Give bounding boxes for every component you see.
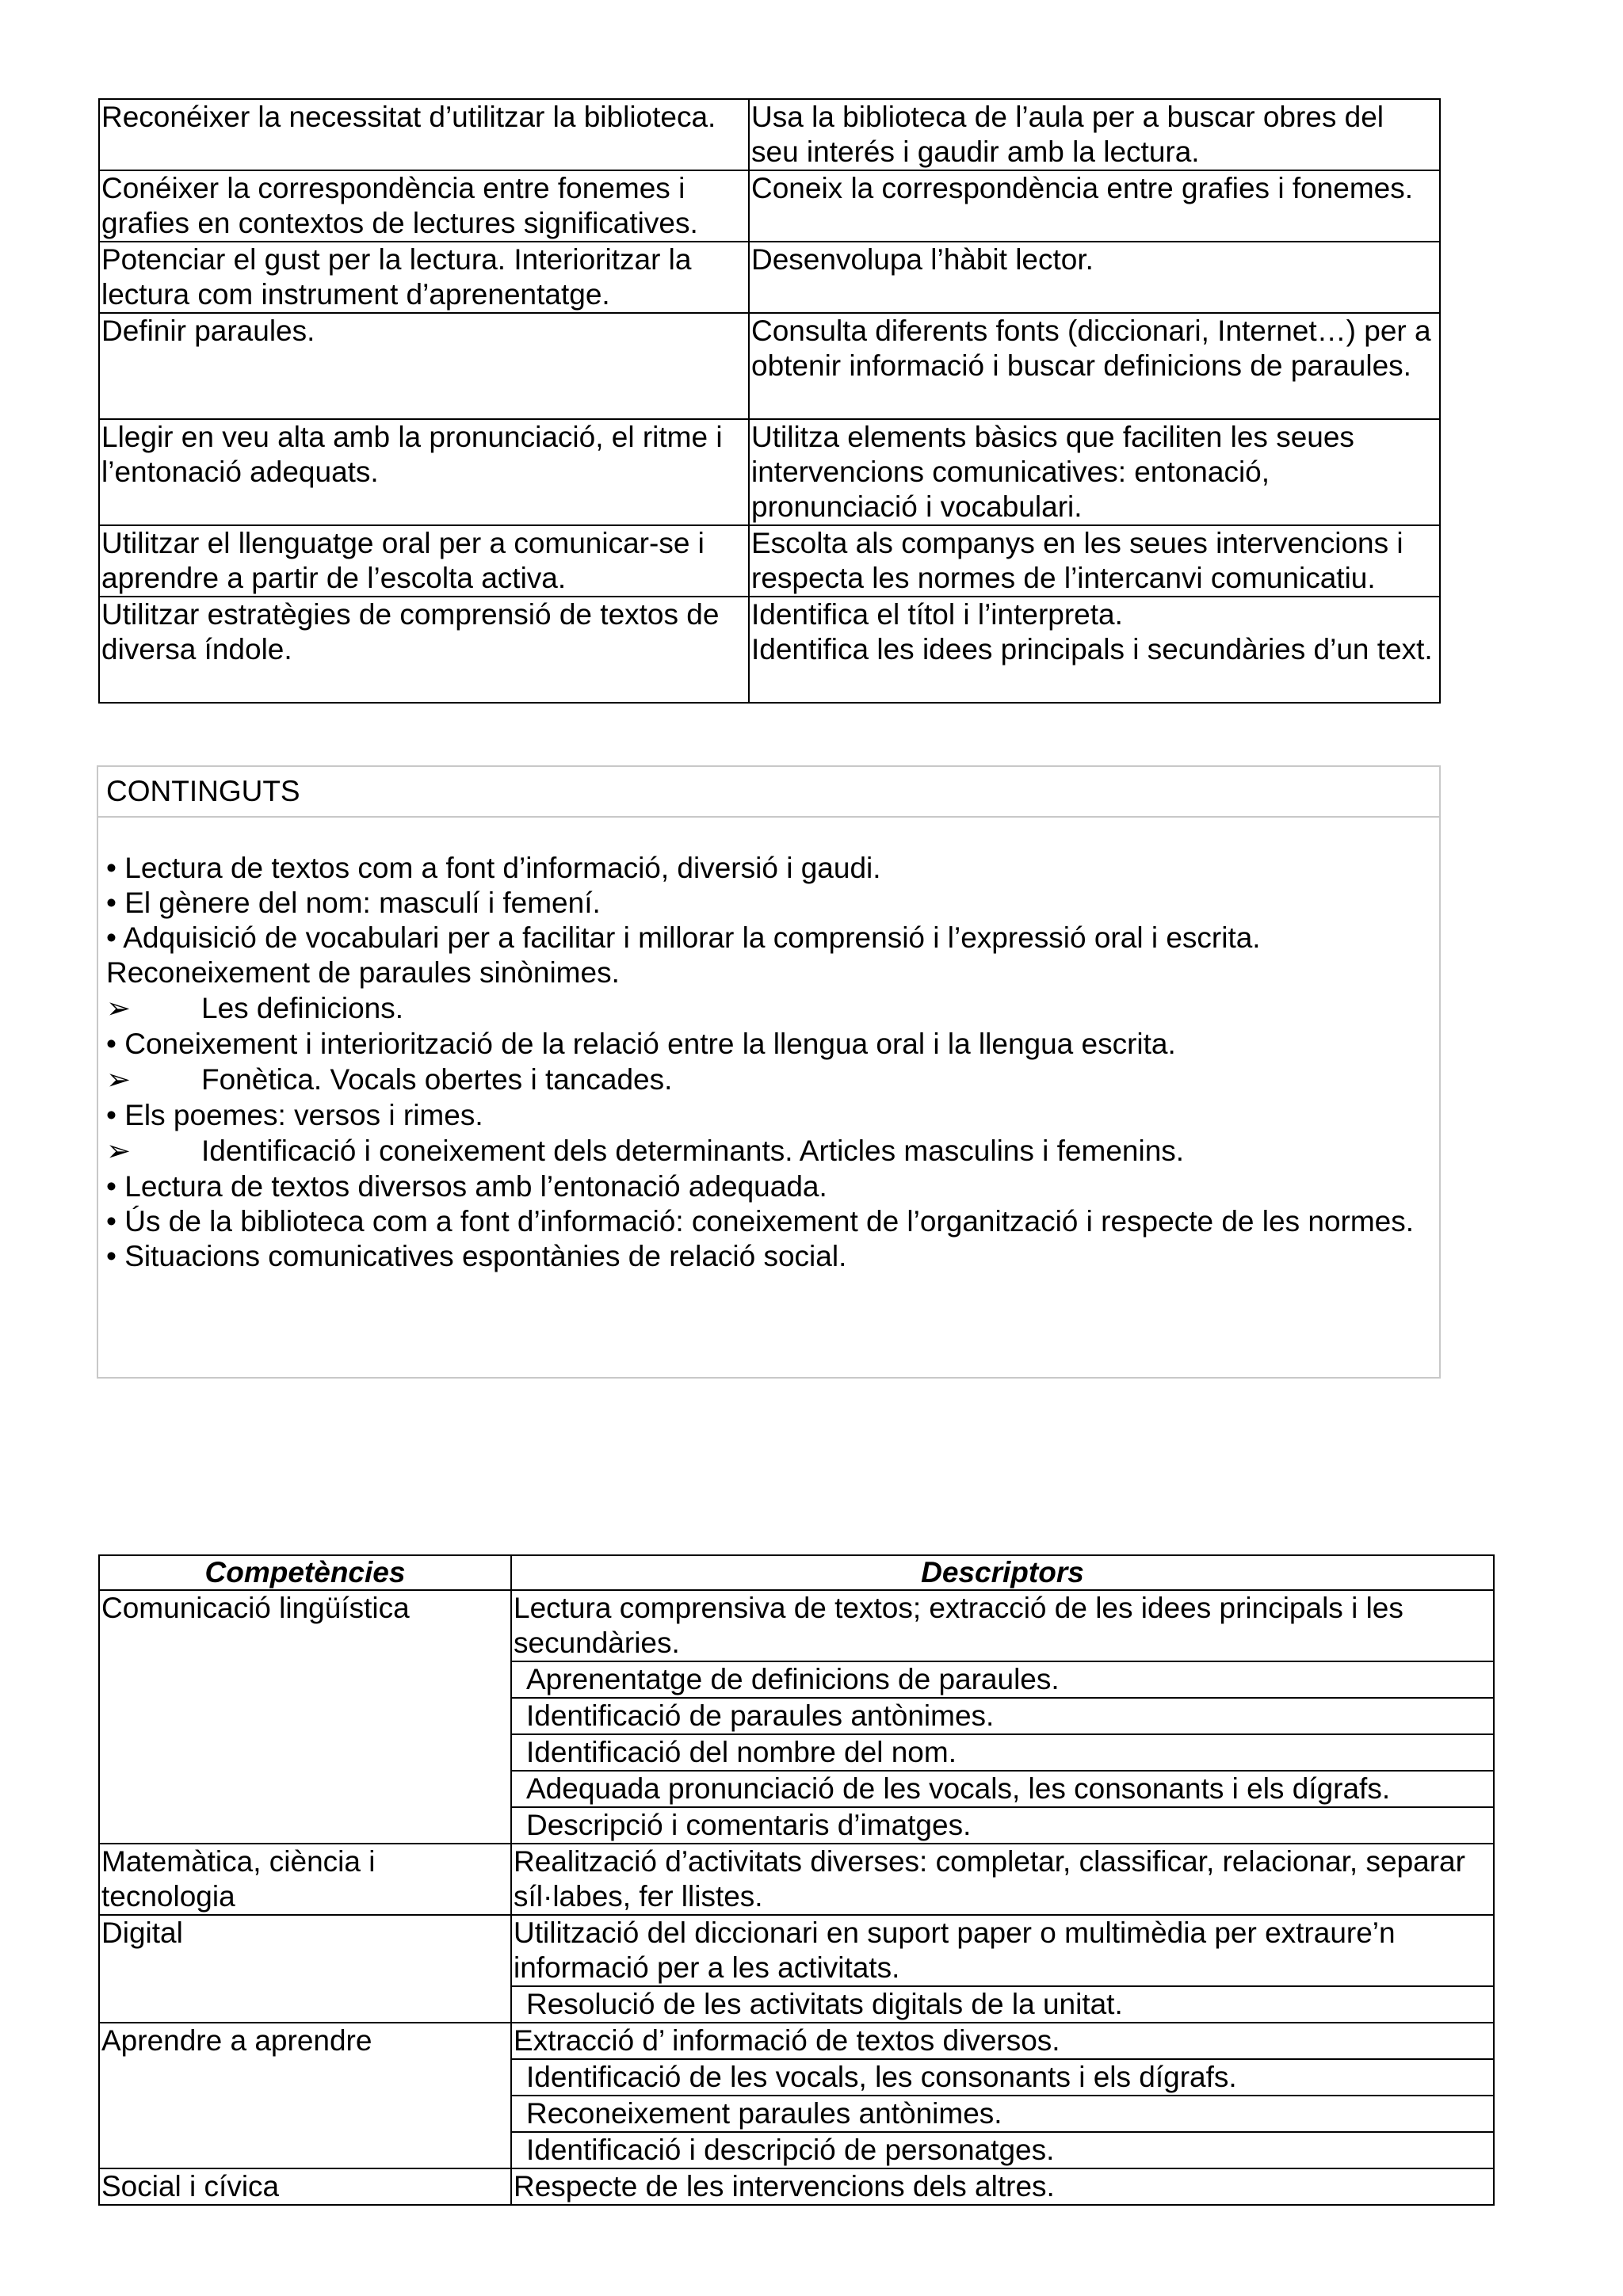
competences-table [98,1554,1495,2206]
list-item-text: Els poemes: versos i rimes. [124,1099,483,1131]
table-header-row [99,1555,1494,1590]
criterion-cell [749,597,1440,703]
table-row [99,597,1440,703]
criterion-cell: Coneix la correspondència entre grafies i fonemes. [749,170,1440,242]
objective-cell: Utilitzar estratègies de comprensió de textos de diversa índole. [99,597,749,703]
table-row [99,2023,1494,2059]
list-item [106,990,1431,1027]
list-item [106,1062,1431,1098]
list-item [106,1239,1431,1274]
table-row [99,525,1440,597]
arrow-bullet-icon: ➢ [106,1063,132,1096]
contents-title: CONTINGUTS [98,767,1439,818]
list-item-text: Adquisició de vocabulari per a facilitar i millorar la comprensió i l’expressió oral i escrita. [123,921,1261,954]
arrow-bullet-icon: ➢ [106,1135,132,1167]
objective-cell: Reconéixer la necessitat d’utilitzar la biblioteca. [99,99,749,170]
list-item-text: Lectura de textos com a font d’informació, diversió i gaudi. [124,852,881,884]
contents-box [97,765,1441,1379]
list-item-text: Coneixement i interiorització de la relació entre la llengua oral i la llengua escrita. [124,1028,1176,1060]
list-item [106,1133,1431,1169]
objective-cell: Utilitzar el llenguatge oral per a comunicar-se i aprendre a partir de l’escolta activa. [99,525,749,597]
list-item [106,886,1431,921]
table-row [99,313,1440,419]
list-item [106,921,1431,955]
objective-cell: Definir paraules. [99,313,749,419]
table-row [99,1844,1494,1915]
descriptor-cell: Respecte de les intervencions dels altres. [511,2168,1494,2205]
arrow-bullet-icon: ➢ [106,992,132,1024]
criterion-cell: Escolta als companys en les seues intervencions i respecta les normes de l’intercanvi comunicatiu. [749,525,1440,597]
competences-header: Competències [99,1555,511,1590]
list-item [106,1098,1431,1133]
objective-cell: Conéixer la correspondència entre fonemes i grafies en contextos de lectures significatives. [99,170,749,242]
criterion-cell: Desenvolupa l’hàbit lector. [749,242,1440,313]
competence-cell: Digital [99,1915,511,2023]
descriptor-cell: Resolució de les activitats digitals de la unitat. [511,1986,1494,2023]
objectives-table [98,98,1441,704]
bullet-marker: • [106,1170,116,1203]
list-item-text: Les definicions. [201,992,404,1024]
descriptor-cell: Identificació del nombre del nom. [511,1734,1494,1771]
bullet-marker: • [106,887,116,919]
competence-cell: Comunicació lingüística [99,1590,511,1844]
list-item-text: Fonètica. Vocals obertes i tancades. [201,1063,673,1096]
descriptor-cell: Utilització del diccionari en suport paper o multimèdia per extraure’n informació per a les activitats. [511,1915,1494,1986]
list-item-text: Ús de la biblioteca com a font d’informació: coneixement de l’organització i respecte de les normes. [124,1205,1415,1238]
bullet-marker: • [106,1205,116,1238]
bullet-marker: • [106,1028,116,1060]
list-item [106,955,1431,990]
descriptor-cell: Lectura comprensiva de textos; extracció de les idees principals i les secundàries. [511,1590,1494,1661]
descriptor-cell: Identificació de les vocals, les consonants i els dígrafs. [511,2059,1494,2096]
objective-cell: Llegir en veu alta amb la pronunciació, el ritme i l’entonació adequats. [99,419,749,525]
list-item [106,1169,1431,1204]
objective-cell: Potenciar el gust per la lectura. Interioritzar la lectura com instrument d’aprenentatge. [99,242,749,313]
bullet-marker: • [106,852,116,884]
table-row [99,242,1440,313]
descriptor-cell: Realització d’activitats diverses: completar, classificar, relacionar, separar síl·labes, fer llistes. [511,1844,1494,1915]
list-item-text: El gènere del nom: masculí i femení. [124,887,601,919]
bullet-marker: • [106,1240,116,1272]
table-row [99,99,1440,170]
descriptors-header: Descriptors [511,1555,1494,1590]
descriptor-cell: Aprenentatge de definicions de paraules. [511,1661,1494,1698]
criterion-cell: Consulta diferents fonts (diccionari, Internet…) per a obtenir informació i buscar definicions de paraules. [749,313,1440,419]
list-item [106,851,1431,886]
descriptor-cell: Identificació i descripció de personatges. [511,2132,1494,2168]
list-item [106,1027,1431,1062]
list-item [106,1204,1431,1239]
table-row [99,1590,1494,1661]
table-row [99,170,1440,242]
contents-list [98,818,1439,1274]
descriptor-cell: Identificació de paraules antònimes. [511,1698,1494,1734]
list-item-text: Reconeixement de paraules sinònimes. [106,956,620,989]
bullet-marker: • [106,1099,116,1131]
table-row [99,1915,1494,1986]
table-row [99,2168,1494,2205]
list-item-text: Identificació i coneixement dels determinants. Articles masculins i femenins. [201,1135,1185,1167]
list-item-text: Lectura de textos diversos amb l’entonació adequada. [124,1170,827,1203]
descriptor-cell: Reconeixement paraules antònimes. [511,2096,1494,2132]
bullet-marker: • [106,921,116,954]
competence-cell: Social i cívica [99,2168,511,2205]
descriptor-cell: Adequada pronunciació de les vocals, les consonants i els dígrafs. [511,1771,1494,1807]
table-row [99,419,1440,525]
competence-cell: Aprendre a aprendre [99,2023,511,2168]
descriptor-cell: Extracció d’ informació de textos diversos. [511,2023,1494,2059]
criterion-cell: Utilitza elements bàsics que faciliten les seues intervencions comunicatives: entonació, pronunciació i vocabulari. [749,419,1440,525]
criterion-cell: Usa la biblioteca de l’aula per a buscar obres del seu interés i gaudir amb la lectura. [749,99,1440,170]
criterion-line: Identifica les idees principals i secundàries d’un text. [751,633,1433,666]
list-item-text: Situacions comunicatives espontànies de relació social. [124,1240,847,1272]
competence-cell: Matemàtica, ciència i tecnologia [99,1844,511,1915]
descriptor-cell: Descripció i comentaris d’imatges. [511,1807,1494,1844]
criterion-line: Identifica el títol i l’interpreta. [751,598,1123,631]
